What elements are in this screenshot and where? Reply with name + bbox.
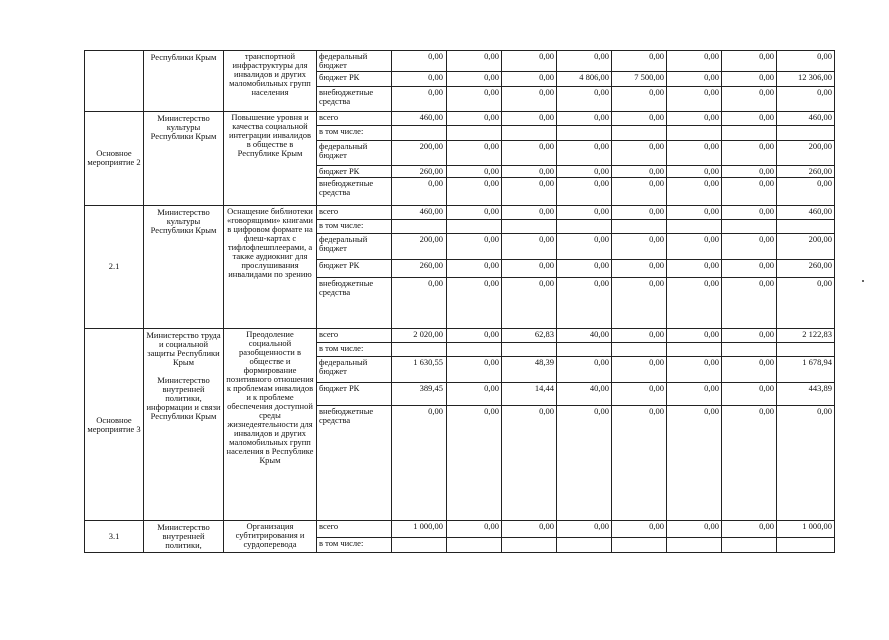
amount-cell: 0,00 bbox=[722, 382, 777, 405]
amount-cell bbox=[667, 219, 722, 233]
amount-cell: 0,00 bbox=[557, 521, 612, 537]
amount-cell: 2 020,00 bbox=[392, 328, 447, 342]
amount-cell: 0,00 bbox=[557, 205, 612, 219]
amount-cell: 1 678,94 bbox=[777, 357, 835, 382]
amount-cell bbox=[447, 219, 502, 233]
margin-mark bbox=[862, 280, 864, 282]
budget-table bbox=[84, 50, 835, 553]
amount-cell: 0,00 bbox=[502, 140, 557, 165]
amount-cell: 0,00 bbox=[667, 278, 722, 329]
amount-cell: 0,00 bbox=[612, 259, 667, 277]
amount-cell: 0,00 bbox=[557, 178, 612, 205]
amount-cell: 0,00 bbox=[502, 521, 557, 537]
amount-cell: 0,00 bbox=[667, 72, 722, 86]
amount-cell bbox=[667, 126, 722, 140]
amount-cell bbox=[392, 537, 447, 552]
amount-cell: 40,00 bbox=[557, 382, 612, 405]
amount-cell: 0,00 bbox=[722, 86, 777, 111]
table-row bbox=[85, 328, 835, 342]
amount-cell bbox=[722, 219, 777, 233]
amount-cell: 0,00 bbox=[502, 234, 557, 259]
amount-cell: 0,00 bbox=[722, 278, 777, 329]
funding-source: федеральный бюджет bbox=[317, 140, 392, 165]
amount-cell: 0,00 bbox=[447, 259, 502, 277]
amount-cell: 260,00 bbox=[392, 259, 447, 277]
amount-cell: 0,00 bbox=[667, 357, 722, 382]
amount-cell: 0,00 bbox=[447, 205, 502, 219]
amount-cell: 0,00 bbox=[557, 166, 612, 178]
amount-cell: 0,00 bbox=[722, 72, 777, 86]
funding-source: внебюджетные средства bbox=[317, 86, 392, 111]
amount-cell: 0,00 bbox=[667, 406, 722, 521]
amount-cell bbox=[777, 126, 835, 140]
amount-cell bbox=[557, 537, 612, 552]
funding-source: в том числе: bbox=[317, 126, 392, 140]
amount-cell: 443,89 bbox=[777, 382, 835, 405]
amount-cell: 0,00 bbox=[447, 278, 502, 329]
amount-cell: 14,44 bbox=[502, 382, 557, 405]
amount-cell: 0,00 bbox=[392, 406, 447, 521]
funding-source: бюджет РК bbox=[317, 259, 392, 277]
funding-source: всего bbox=[317, 521, 392, 537]
amount-cell: 0,00 bbox=[722, 166, 777, 178]
amount-cell: 1 000,00 bbox=[392, 521, 447, 537]
amount-cell: 0,00 bbox=[447, 357, 502, 382]
amount-cell bbox=[612, 126, 667, 140]
amount-cell: 0,00 bbox=[612, 86, 667, 111]
amount-cell: 0,00 bbox=[722, 205, 777, 219]
amount-cell: 0,00 bbox=[502, 86, 557, 111]
amount-cell bbox=[612, 343, 667, 357]
amount-cell: 0,00 bbox=[667, 328, 722, 342]
amount-cell bbox=[502, 537, 557, 552]
amount-cell bbox=[667, 537, 722, 552]
amount-cell: 1 630,55 bbox=[392, 357, 447, 382]
amount-cell: 0,00 bbox=[777, 278, 835, 329]
amount-cell: 7 500,00 bbox=[612, 72, 667, 86]
amount-cell bbox=[392, 343, 447, 357]
measure-number: 2.1 bbox=[85, 205, 144, 328]
amount-cell: 0,00 bbox=[667, 51, 722, 72]
amount-cell bbox=[557, 126, 612, 140]
measure-number: Основное мероприятие 3 bbox=[85, 328, 144, 520]
amount-cell: 0,00 bbox=[612, 51, 667, 72]
amount-cell: 0,00 bbox=[612, 205, 667, 219]
amount-cell: 0,00 bbox=[557, 112, 612, 126]
table-row bbox=[85, 51, 835, 72]
amount-cell: 0,00 bbox=[392, 178, 447, 205]
amount-cell: 0,00 bbox=[502, 112, 557, 126]
amount-cell: 40,00 bbox=[557, 328, 612, 342]
executor-cell: Министерство культуры Республики Крым bbox=[144, 112, 224, 206]
amount-cell bbox=[722, 343, 777, 357]
amount-cell: 0,00 bbox=[557, 406, 612, 521]
amount-cell: 200,00 bbox=[392, 234, 447, 259]
funding-source: всего bbox=[317, 205, 392, 219]
amount-cell: 0,00 bbox=[447, 328, 502, 342]
amount-cell bbox=[612, 219, 667, 233]
measure-name: Повышение уровня и качества социальной интеграции инвалидов в обществе в Республике Крым bbox=[224, 112, 317, 206]
amount-cell: 0,00 bbox=[447, 166, 502, 178]
funding-source: федеральный бюджет bbox=[317, 234, 392, 259]
table-body bbox=[85, 51, 835, 553]
amount-cell bbox=[447, 126, 502, 140]
amount-cell: 0,00 bbox=[777, 86, 835, 111]
amount-cell bbox=[557, 343, 612, 357]
amount-cell: 0,00 bbox=[777, 406, 835, 521]
amount-cell: 48,39 bbox=[502, 357, 557, 382]
amount-cell: 0,00 bbox=[612, 140, 667, 165]
amount-cell bbox=[447, 343, 502, 357]
amount-cell: 460,00 bbox=[777, 205, 835, 219]
amount-cell: 0,00 bbox=[502, 178, 557, 205]
funding-source: внебюджетные средства bbox=[317, 406, 392, 521]
amount-cell: 4 806,00 bbox=[557, 72, 612, 86]
funding-source: в том числе: bbox=[317, 219, 392, 233]
amount-cell: 1 000,00 bbox=[777, 521, 835, 537]
amount-cell: 0,00 bbox=[447, 382, 502, 405]
amount-cell: 0,00 bbox=[612, 357, 667, 382]
amount-cell: 260,00 bbox=[392, 166, 447, 178]
amount-cell: 0,00 bbox=[502, 406, 557, 521]
amount-cell: 0,00 bbox=[557, 86, 612, 111]
amount-cell: 0,00 bbox=[557, 234, 612, 259]
amount-cell: 0,00 bbox=[722, 521, 777, 537]
amount-cell: 260,00 bbox=[777, 166, 835, 178]
funding-source: федеральный бюджет bbox=[317, 357, 392, 382]
amount-cell: 0,00 bbox=[502, 72, 557, 86]
amount-cell: 0,00 bbox=[447, 406, 502, 521]
funding-source: бюджет РК bbox=[317, 72, 392, 86]
amount-cell: 0,00 bbox=[722, 140, 777, 165]
table-row bbox=[85, 205, 835, 219]
measure-number: 3.1 bbox=[85, 521, 144, 553]
amount-cell bbox=[722, 537, 777, 552]
amount-cell: 460,00 bbox=[392, 205, 447, 219]
table-row bbox=[85, 521, 835, 537]
amount-cell: 0,00 bbox=[612, 328, 667, 342]
amount-cell: 0,00 bbox=[392, 278, 447, 329]
amount-cell: 0,00 bbox=[612, 278, 667, 329]
amount-cell bbox=[777, 219, 835, 233]
amount-cell: 0,00 bbox=[722, 112, 777, 126]
funding-source: внебюджетные средства bbox=[317, 178, 392, 205]
amount-cell bbox=[557, 219, 612, 233]
executor-cell: Республики Крым bbox=[144, 51, 224, 112]
amount-cell: 0,00 bbox=[557, 278, 612, 329]
amount-cell bbox=[502, 219, 557, 233]
amount-cell: 0,00 bbox=[447, 86, 502, 111]
amount-cell: 0,00 bbox=[667, 140, 722, 165]
amount-cell: 0,00 bbox=[392, 86, 447, 111]
table-row bbox=[85, 112, 835, 126]
amount-cell: 0,00 bbox=[447, 112, 502, 126]
measure-name: Оснащение библиотеки «говорящими» книгами в цифровом формате на флеш-картах с тифлофлешплеерами, а также аудиокниг для прослушивания инвалидами по зрению bbox=[224, 205, 317, 328]
amount-cell: 0,00 bbox=[502, 278, 557, 329]
amount-cell: 0,00 bbox=[447, 72, 502, 86]
amount-cell: 0,00 bbox=[667, 178, 722, 205]
amount-cell: 0,00 bbox=[667, 86, 722, 111]
amount-cell bbox=[722, 126, 777, 140]
funding-source: всего bbox=[317, 328, 392, 342]
amount-cell: 0,00 bbox=[777, 51, 835, 72]
amount-cell bbox=[612, 537, 667, 552]
amount-cell: 0,00 bbox=[667, 234, 722, 259]
amount-cell: 0,00 bbox=[722, 51, 777, 72]
amount-cell: 0,00 bbox=[447, 178, 502, 205]
amount-cell: 0,00 bbox=[392, 51, 447, 72]
amount-cell: 0,00 bbox=[447, 521, 502, 537]
amount-cell: 0,00 bbox=[557, 51, 612, 72]
amount-cell: 0,00 bbox=[667, 259, 722, 277]
funding-source: всего bbox=[317, 112, 392, 126]
amount-cell: 0,00 bbox=[612, 166, 667, 178]
amount-cell bbox=[502, 343, 557, 357]
amount-cell bbox=[667, 343, 722, 357]
amount-cell: 0,00 bbox=[447, 140, 502, 165]
amount-cell: 0,00 bbox=[722, 328, 777, 342]
measure-number bbox=[85, 51, 144, 112]
amount-cell bbox=[777, 537, 835, 552]
amount-cell: 0,00 bbox=[612, 234, 667, 259]
funding-source: в том числе: bbox=[317, 343, 392, 357]
amount-cell: 62,83 bbox=[502, 328, 557, 342]
amount-cell bbox=[777, 343, 835, 357]
amount-cell: 460,00 bbox=[392, 112, 447, 126]
amount-cell: 200,00 bbox=[777, 234, 835, 259]
amount-cell: 200,00 bbox=[392, 140, 447, 165]
amount-cell bbox=[392, 219, 447, 233]
amount-cell: 0,00 bbox=[502, 51, 557, 72]
amount-cell: 2 122,83 bbox=[777, 328, 835, 342]
amount-cell: 0,00 bbox=[557, 259, 612, 277]
amount-cell: 0,00 bbox=[392, 72, 447, 86]
amount-cell: 460,00 bbox=[777, 112, 835, 126]
amount-cell bbox=[392, 126, 447, 140]
executor-cell: Министерство внутренней политики, bbox=[144, 521, 224, 553]
measure-name: Организация субтитрирования и сурдоперевода bbox=[224, 521, 317, 553]
executor-cell: Министерство культуры Республики Крым bbox=[144, 205, 224, 328]
amount-cell: 0,00 bbox=[667, 205, 722, 219]
funding-source: федеральный бюджет bbox=[317, 51, 392, 72]
measure-name: транспортной инфраструктуры для инвалидов и других маломобильных групп населения bbox=[224, 51, 317, 112]
amount-cell: 0,00 bbox=[612, 521, 667, 537]
amount-cell: 389,45 bbox=[392, 382, 447, 405]
amount-cell: 0,00 bbox=[502, 205, 557, 219]
amount-cell: 0,00 bbox=[667, 112, 722, 126]
amount-cell: 0,00 bbox=[667, 166, 722, 178]
funding-source: бюджет РК bbox=[317, 382, 392, 405]
funding-source: бюджет РК bbox=[317, 166, 392, 178]
amount-cell: 0,00 bbox=[722, 234, 777, 259]
amount-cell: 0,00 bbox=[612, 112, 667, 126]
funding-source: в том числе: bbox=[317, 537, 392, 552]
amount-cell: 260,00 bbox=[777, 259, 835, 277]
amount-cell: 0,00 bbox=[557, 140, 612, 165]
amount-cell bbox=[447, 537, 502, 552]
amount-cell: 0,00 bbox=[447, 51, 502, 72]
amount-cell: 0,00 bbox=[722, 259, 777, 277]
amount-cell: 0,00 bbox=[612, 178, 667, 205]
amount-cell: 0,00 bbox=[777, 178, 835, 205]
amount-cell: 0,00 bbox=[447, 234, 502, 259]
amount-cell: 0,00 bbox=[667, 521, 722, 537]
amount-cell: 200,00 bbox=[777, 140, 835, 165]
amount-cell: 0,00 bbox=[722, 178, 777, 205]
amount-cell bbox=[502, 126, 557, 140]
funding-source: внебюджетные средства bbox=[317, 278, 392, 329]
amount-cell: 0,00 bbox=[722, 357, 777, 382]
measure-number: Основное мероприятие 2 bbox=[85, 112, 144, 206]
amount-cell: 0,00 bbox=[612, 406, 667, 521]
amount-cell: 0,00 bbox=[722, 406, 777, 521]
measure-name: Преодоление социальной разобщенности в обществе и формирование позитивного отношения к проблемам инвалидов и к проблеме обеспечения доступной среды жизнедеятельности для инвалидов и других маломобильных групп населения в Республике Крым bbox=[224, 328, 317, 520]
amount-cell: 0,00 bbox=[557, 357, 612, 382]
amount-cell: 0,00 bbox=[502, 166, 557, 178]
amount-cell: 0,00 bbox=[612, 382, 667, 405]
amount-cell: 12 306,00 bbox=[777, 72, 835, 86]
executor-cell: Министерство труда и социальной защиты Республики Крым Министерство внутренней политики, информации и связи Республики Крым bbox=[144, 328, 224, 520]
amount-cell: 0,00 bbox=[502, 259, 557, 277]
amount-cell: 0,00 bbox=[667, 382, 722, 405]
